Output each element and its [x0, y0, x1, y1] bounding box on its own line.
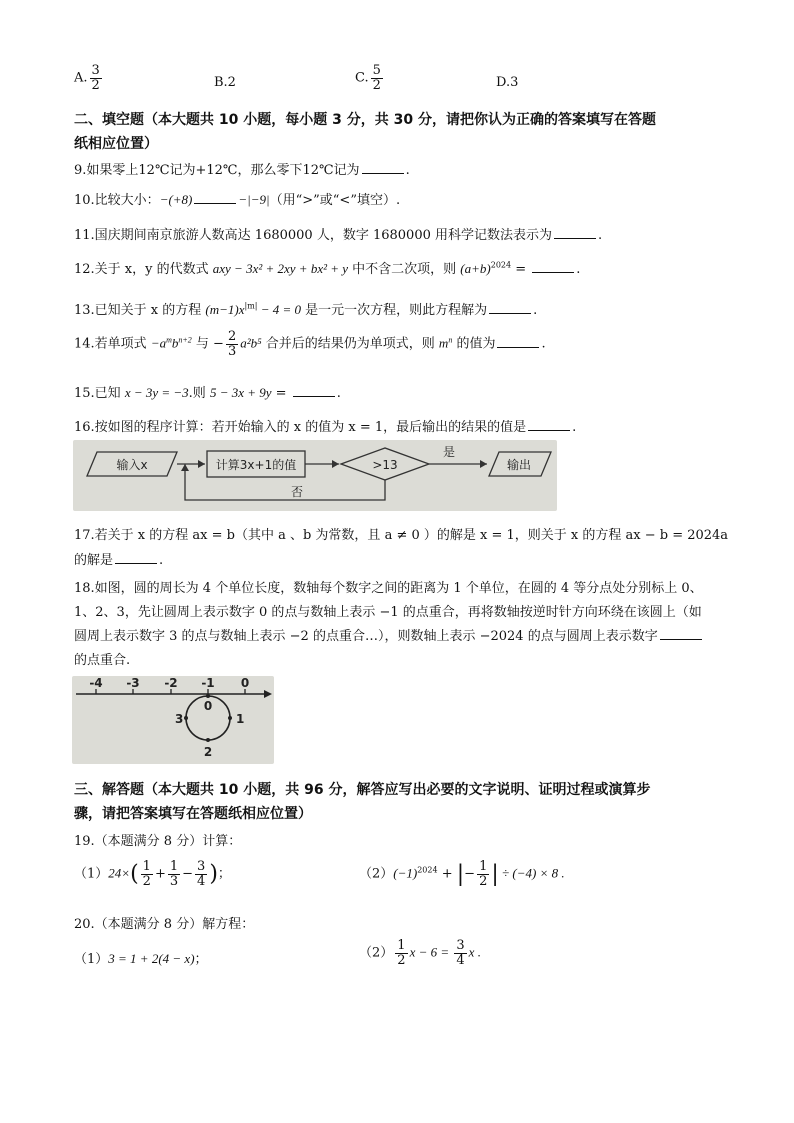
question-9: 9.如果零上12℃记为+12℃，那么零下12℃记为 .: [74, 163, 410, 178]
flow-output-label: 输出: [506, 458, 532, 472]
question-19-title: 19.（本题满分 8 分）计算：: [74, 834, 242, 849]
answer-blank: [293, 386, 335, 397]
tick-label: -4: [89, 676, 103, 690]
section3-heading-cont: 骤，请把答案填写在答题纸相应位置）: [74, 806, 312, 822]
answer-blank: [489, 303, 531, 314]
answer-blank: [194, 193, 236, 204]
question-17-cont: 的解是 .: [74, 553, 164, 568]
circle-label: 0: [203, 699, 213, 713]
flow-cond-label: >13: [372, 458, 398, 472]
question-19-part2: $(2)(-1)^{2024}$ + |− $\frac{1}{2}$ | ÷ (−4) × 8 .: [359, 859, 565, 889]
question-20-part1: （1）3 = 1 + 2(4 − x)；: [74, 951, 208, 967]
flow-no-label: 否: [290, 485, 304, 499]
answer-blank: [362, 163, 404, 174]
question-19-part1: （1）24×( $\frac{1}{2}$ + $\frac{1}{3}$ − $\frac{3}{4}$ )；: [74, 859, 231, 889]
flow-calc-label: 计算3x+1的值: [215, 458, 297, 472]
answer-blank: [554, 228, 596, 239]
question-17: 17.若关于 x 的方程 ax = b（其中 a 、b 为常数，且 a ≠ 0 ）的解是 x = 1，则关于 x 的方程 ax − b = 2024a: [74, 528, 729, 543]
option-b: B.2: [214, 75, 236, 90]
question-18-l2: 1、2、3，先让圆周上表示数字 0 的点与数轴上表示 −1 的点重合，再将数轴按逆时针方向环绕在该圆上（如: [74, 605, 702, 620]
question-18-l4: 的点重合.: [74, 653, 131, 668]
option-a: A. $\frac{3}{2}$: [74, 63, 100, 93]
question-18-l3: 圆周上表示数字 3 的点与数轴上表示 −2 的点重合…），则数轴上表示 −2024 的点与圆周上表示数字: [74, 625, 704, 644]
question-14: 14.若单项式 $-a^mb^{n+2}$ 与 − $\frac{2}{3}$ a²b⁵ 合并后的结果仍为单项式，则 $m^n$ 的值为 .: [74, 329, 546, 359]
question-16: 16.按如图的程序计算：若开始输入的 x 的值为 x = 1，最后输出的结果的值是 .: [74, 420, 577, 435]
tick-label: -2: [164, 676, 178, 690]
tick-label: -1: [201, 676, 215, 690]
option-d: D.3: [496, 75, 519, 90]
section3-heading: 三、解答题（本大题共 10 小题，共 96 分，解答应写出必要的文字说明、证明过程或演算步: [74, 782, 651, 798]
flow-input-label: 输入x: [116, 458, 148, 472]
answer-blank: [660, 629, 702, 640]
tick-label: 0: [240, 676, 250, 690]
question-20-title: 20.（本题满分 8 分）解方程：: [74, 917, 255, 932]
flowchart-figure: [73, 440, 557, 511]
answer-blank: [115, 553, 157, 564]
option-c: C. $\frac{5}{2}$: [355, 63, 381, 93]
answer-blank: [532, 262, 574, 273]
flow-yes-label: 是: [442, 445, 456, 459]
circle-label: 2: [203, 745, 213, 759]
question-18: 18.如图，圆的周长为 4 个单位长度，数轴每个数字之间的距离为 1 个单位，在圆的 4 等分点处分别标上 0、: [74, 581, 703, 596]
answer-blank: [497, 337, 539, 348]
question-10: 10.比较大小：−(+8) −|−9|（用“>”或“<”填空）.: [74, 192, 401, 208]
tick-label: -3: [126, 676, 140, 690]
circle-label: 1: [236, 712, 245, 726]
question-13: 13.已知关于 x 的方程 $(m-1)x^{|m|} - 4 = 0$ 是一元一次方程，则此方程解为 .: [74, 301, 538, 318]
number-line-figure: [72, 676, 274, 764]
question-11: 11.国庆期间南京旅游人数高达 1680000 人，数字 1680000 用科学记数法表示为 .: [74, 228, 603, 243]
section2-heading-cont: 纸相应位置）: [74, 136, 158, 152]
section2-heading: 二、填空题（本大题共 10 小题，每小题 3 分，共 30 分，请把你认为正确的答案填写在答题: [74, 112, 656, 128]
question-20-part2: （2） $\frac{1}{2}$ x − 6 = $\frac{3}{4}$ x .: [359, 938, 481, 968]
question-12: 12.关于 x，y 的代数式 axy − 3x² + 2xy + bx² + y 中不含二次项，则 $(a+b)^{2024}$ = .: [74, 260, 581, 277]
answer-blank: [528, 420, 570, 431]
circle-label: 3: [175, 712, 184, 726]
question-15: 15.已知 x − 3y = −3.则 5 − 3x + 9y = .: [74, 385, 341, 401]
